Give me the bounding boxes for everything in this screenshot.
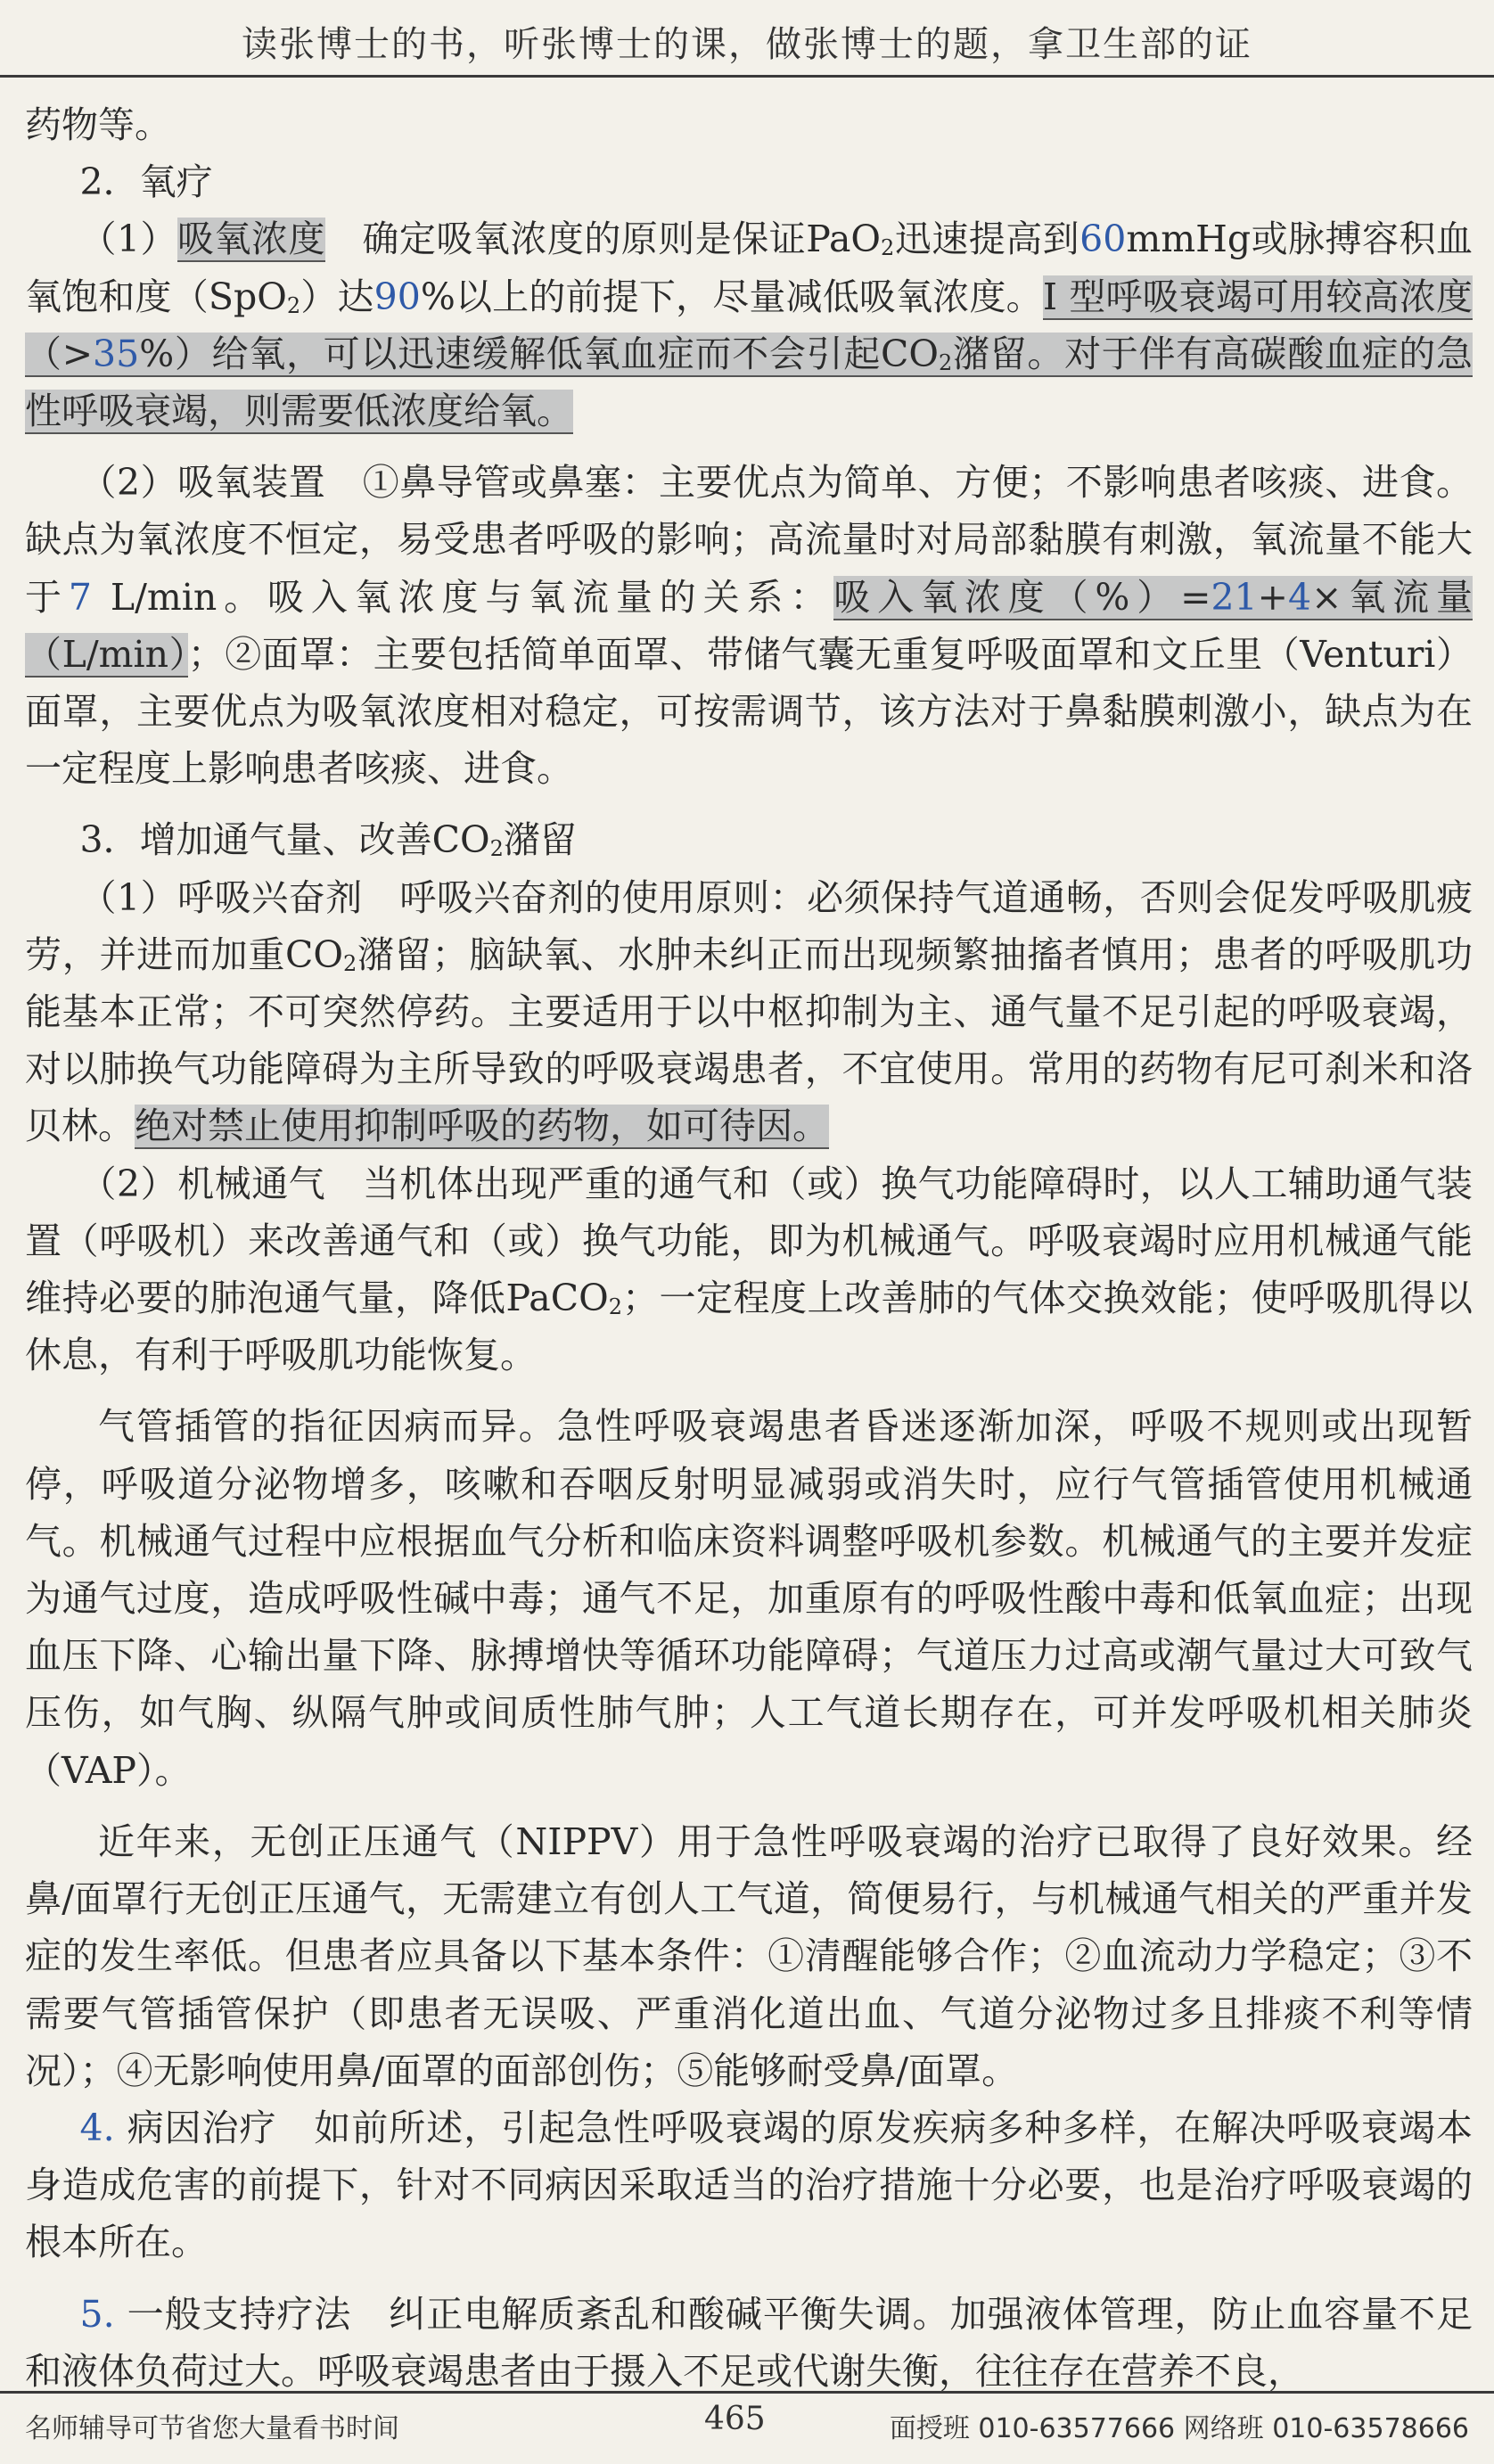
footer-contact: 面授班 010-63577666 网络班 010-63578666: [889, 2413, 1469, 2444]
paragraph-mechanical-ventilation: （2）机械通气 当机体出现严重的通气和（或）换气功能障碍时，以人工辅助通气装置（呼吸机）来改善通气和（或）换气功能，即为机械通气。呼吸衰竭时应用机械通气能维持必要的肺泡通气量，降低PaCO$_2$；一定程度上改善肺的气体交换效能；使呼吸肌得以休息，有利于呼吸肌功能恢复。: [25, 1162, 1473, 1377]
paragraph-intubation: 气管插管的指征因病而异。急性呼吸衰竭患者昏迷逐渐加深，呼吸不规则或出现暂停，呼吸道分泌物增多，咳嗽和吞咽反射明显减弱或消失时，应行气管插管使用机械通气。机械通气过程中应根据血气分析和临床资料调整呼吸机参数。机械通气的主要并发症为通气过度，造成呼吸性碱中毒；通气不足，加重原有的呼吸性酸中毒和低氧血症；出现血压下降、心输出量下降、脉搏增快等循环功能障碍；气道压力过高或潮气量过大可致气压伤，如气胸、纵隔气肿或间质性肺气肿；人工气道长期存在，可并发呼吸机相关肺炎（VAP）。: [25, 1405, 1473, 1792]
page-body: [25, 96, 1473, 2400]
paragraph-drugs: 药物等。: [25, 103, 171, 146]
page-footer: [0, 2391, 1494, 2464]
paragraph-oxygen-device: （2）吸氧装置 ①鼻导管或鼻塞：主要优点为简单、方便；不影响患者咳痰、进食。缺点为氧浓度不恒定，易受患者呼吸的影响；高流量时对局部黏膜有刺激，氧流量不能大于7 L/min。吸入氧浓度与氧流量的关系：吸入氧浓度（%）=21+4×氧流量（L/min）；②面罩：主要包括简单面罩、带储气囊无重复呼吸面罩和文丘里（Venturi）面罩，主要优点为吸氧浓度相对稳定，可按需调节，该方法对于鼻黏膜刺激小，缺点为在一定程度上影响患者咳痰、进食。: [25, 461, 1473, 791]
section-3-title: 3．增加通气量、改善$CO_2$潴留: [79, 818, 577, 862]
paragraph-nippv: 近年来，无创正压通气（NIPPV）用于急性呼吸衰竭的治疗已取得了良好效果。经鼻/面罩行无创正压通气，无需建立有创人工气道，简便易行，与机械通气相关的严重并发症的发生率低。但患者应具备以下基本条件：①清醒能够合作；②血流动力学稳定；③不需要气管插管保护（即患者无误吸、严重消化道出血、气道分泌物过多且排痰不利等情况）；④无影响使用鼻/面罩的面部创伤；⑤能够耐受鼻/面罩。: [25, 1819, 1473, 2092]
paragraph-cause-treatment: 4. 病因治疗 如前所述，引起急性呼吸衰竭的原发疾病多种多样，在解决呼吸衰竭本身造成危害的前提下，针对不同病因采取适当的治疗措施十分必要，也是治疗呼吸衰竭的根本所在。: [25, 2106, 1473, 2264]
paragraph-general-support: 5. 一般支持疗法 纠正电解质紊乱和酸碱平衡失调。加强液体管理，防止血容量不足和液体负荷过大。呼吸衰竭患者由于摄入不足或代谢失衡，往往存在营养不良，: [25, 2292, 1473, 2393]
page-header: [0, 0, 1494, 78]
page-number: 465: [704, 2401, 766, 2437]
highlight-forbidden-drugs: 绝对禁止使用抑制呼吸的药物，如可待因。: [135, 1105, 829, 1148]
term-oxygen-concentration: 吸氧浓度: [177, 218, 325, 261]
paragraph-oxygen-concentration: （1）吸氧浓度 确定吸氧浓度的原则是保证PaO$_2$迅速提高到60mmHg或脉搏容积血氧饱和度（SpO$_2$）达90%以上的前提下，尽量减低吸氧浓度。I 型呼吸衰竭可用较高浓度（>35%）给氧，可以迅速缓解低氧血症而不会引起$CO_2$潴留。对于伴有高碳酸血症的急性呼吸衰竭，则需要低浓度给氧。: [25, 218, 1473, 433]
section-2-title: 2．氧疗: [79, 160, 213, 204]
paragraph-respiratory-stimulant: （1）呼吸兴奋剂 呼吸兴奋剂的使用原则：必须保持气道通畅，否则会促发呼吸肌疲劳，并进而加重$CO_2$潴留；脑缺氧、水肿未纠正而出现频繁抽搐者慎用；患者的呼吸肌功能基本正常；不可突然停药。主要适用于以中枢抑制为主、通气量不足引起的呼吸衰竭，对以肺换气功能障碍为主所导致的呼吸衰竭患者，不宜使用。常用的药物有尼可刹米和洛贝林。绝对禁止使用抑制呼吸的药物，如可待因。: [25, 875, 1473, 1148]
footer-slogan: 名师辅导可节省您大量看书时间: [25, 2413, 399, 2444]
highlight-oxygen-formula: 吸入氧浓度（%）=21+4×氧流量（L/min）: [25, 575, 1473, 676]
header-title: 读张博士的书，听张博士的课，做张博士的题，拿卫生部的证: [242, 24, 1252, 65]
highlight-type1-failure: I 型呼吸衰竭可用较高浓度（>35%）给氧，可以迅速缓解低氧血症而不会引起$CO_2$潴留。对于伴有高碳酸血症的急性呼吸衰竭，则需要低浓度给氧。: [25, 275, 1473, 433]
